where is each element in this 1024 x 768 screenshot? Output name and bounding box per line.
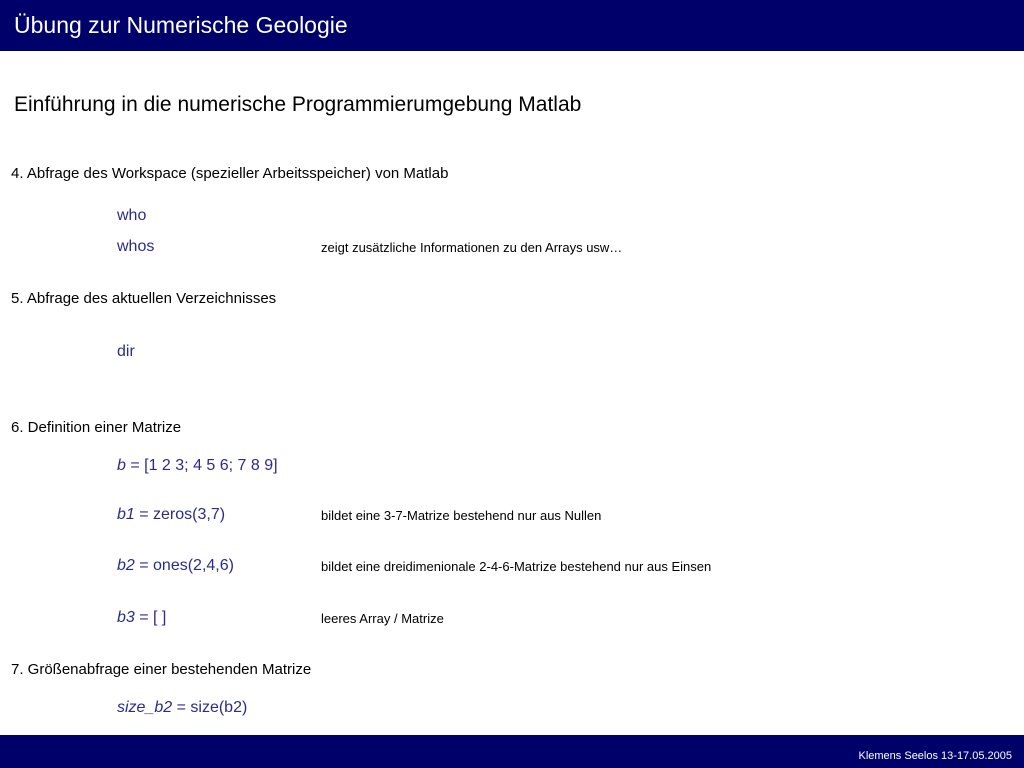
section-heading-size-query: 7. Größenabfrage einer bestehenden Matrize — [11, 661, 312, 678]
code-dir: dir — [117, 343, 135, 360]
assign-operator: = — [134, 506, 154, 523]
code-expression: zeros(3,7) — [153, 506, 226, 523]
assign-operator: = — [134, 609, 154, 626]
footer-bar — [0, 735, 1024, 768]
note-whos: zeigt zusätzliche Informationen zu den Arrays usw… — [321, 240, 623, 255]
note-b1: bildet eine 3-7-Matrize bestehend nur aus Nullen — [321, 508, 602, 523]
code-expression: [1 2 3; 4 5 6; 7 8 9] — [144, 457, 278, 474]
header-title: Übung zur Numerische Geologie — [14, 12, 348, 38]
section-heading-workspace: 4. Abfrage des Workspace (spezieller Arbeitsspeicher) von Matlab — [11, 165, 449, 182]
footer-author-date: Klemens Seelos 13-17.05.2005 — [858, 750, 1012, 762]
code-b3-definition — [117, 609, 166, 627]
assign-operator: = — [172, 699, 191, 716]
code-expression: [ ] — [153, 609, 167, 626]
code-b-definition — [117, 457, 278, 475]
code-b1-definition — [117, 506, 225, 524]
code-expression: size(b2) — [190, 699, 248, 716]
note-b2: bildet eine dreidimenionale 2-4-6-Matrize bestehend nur aus Einsen — [321, 559, 712, 574]
assign-operator: = — [134, 557, 154, 574]
code-whos: whos — [117, 238, 155, 255]
note-b3: leeres Array / Matrize — [321, 611, 444, 626]
code-variable: size_b2 — [117, 699, 173, 716]
code-variable: b1 — [117, 506, 135, 523]
code-expression: ones(2,4,6) — [153, 557, 234, 574]
assign-operator: = — [125, 457, 145, 474]
code-variable: b — [117, 457, 126, 474]
code-variable: b3 — [117, 609, 135, 626]
code-b2-definition — [117, 557, 234, 575]
code-variable: b2 — [117, 557, 135, 574]
code-size-b2 — [117, 699, 247, 717]
header-bar — [0, 0, 1024, 53]
section-heading-directory: 5. Abfrage des aktuellen Verzeichnisses — [11, 290, 277, 307]
slide-title: Einführung in die numerische Programmierumgebung Matlab — [14, 93, 582, 116]
section-heading-matrix-definition: 6. Definition einer Matrize — [11, 419, 182, 436]
code-who: who — [117, 207, 147, 224]
